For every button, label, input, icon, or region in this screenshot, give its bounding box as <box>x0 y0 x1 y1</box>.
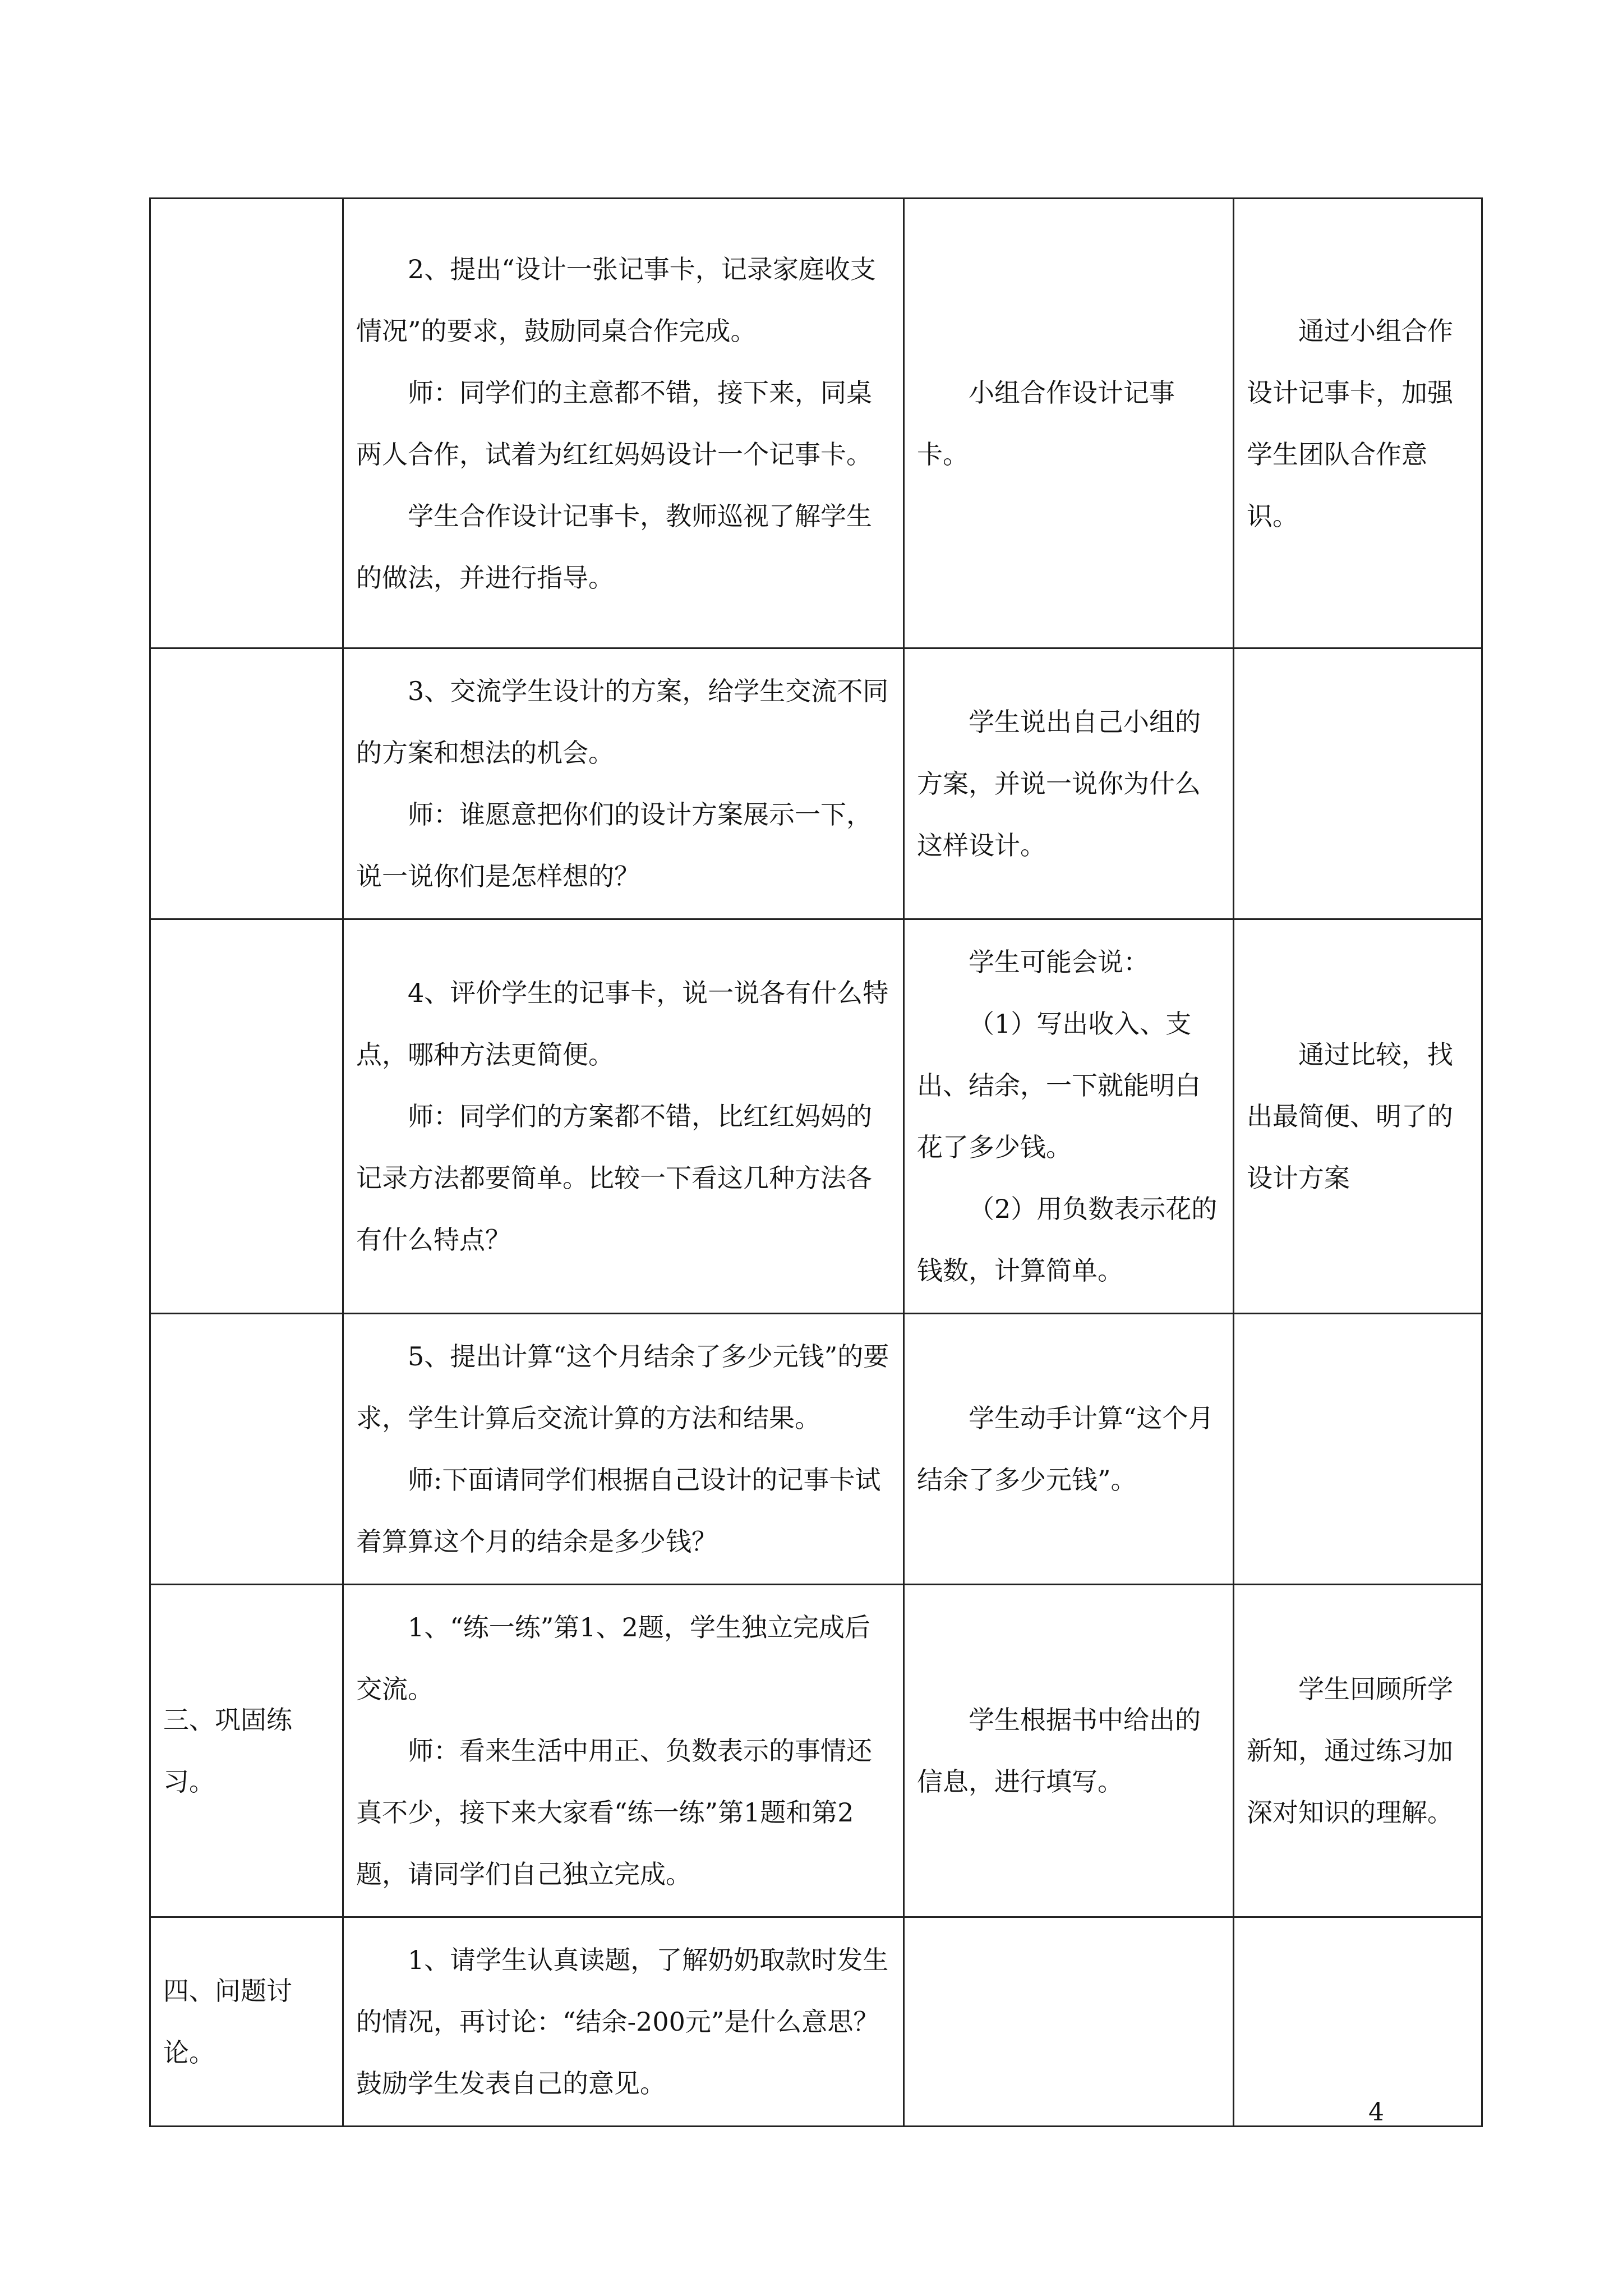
student-activity-cell <box>904 1917 1234 2127</box>
design-intent-cell <box>1234 919 1482 1314</box>
stage-cell <box>150 919 343 1314</box>
student-activity-cell <box>904 199 1234 648</box>
paragraph: 师：谁愿意把你们的设计方案展示一下，说一说你们是怎样想的？ <box>356 799 872 891</box>
stage-cell: 三、巩固练习。 <box>150 1585 343 1917</box>
table-row <box>150 199 1482 648</box>
paragraph: 1、“练一练”第1、2题，学生独立完成后交流。 <box>356 1612 870 1704</box>
stage-cell <box>150 199 343 648</box>
stage-cell <box>150 1314 343 1585</box>
table-row <box>150 1585 1482 1917</box>
lesson-plan-table <box>149 197 1483 2127</box>
paragraph: 5、提出计算“这个月结余了多少元钱”的要求，学生计算后交流计算的方法和结果。 <box>356 1341 889 1433</box>
paragraph: 师：看来生活中用正、负数表示的事情还真不少，接下来大家看“练一练”第1题和第2题，请同学们自己独立完成。 <box>356 1736 872 1889</box>
stage-cell <box>150 648 343 919</box>
table-row <box>150 648 1482 919</box>
paragraph: 学生根据书中给出的信息，进行填写。 <box>917 1705 1201 1797</box>
teacher-activity-cell <box>343 1917 904 2127</box>
paragraph: 2、提出“设计一张记事卡，记录家庭收支情况”的要求，鼓励同桌合作完成。 <box>356 254 876 346</box>
teacher-activity-cell <box>343 648 904 919</box>
student-activity-cell <box>904 648 1234 919</box>
lesson-plan-body <box>150 199 1482 2127</box>
paragraph: 通过比较，找出最简便、明了的设计方案 <box>1247 1039 1453 1193</box>
design-intent-cell <box>1234 648 1482 919</box>
table-row <box>150 919 1482 1314</box>
paragraph: 4、评价学生的记事卡，说一说各有什么特点，哪种方法更简便。 <box>356 978 889 1070</box>
student-activity-cell <box>904 1585 1234 1917</box>
teacher-activity-cell <box>343 919 904 1314</box>
teacher-activity-cell <box>343 199 904 648</box>
design-intent-cell <box>1234 1314 1482 1585</box>
page-number: 4 <box>1368 2098 1384 2127</box>
paragraph: 师:下面请同学们根据自己设计的记事卡试着算算这个月的结余是多少钱？ <box>356 1465 881 1557</box>
teacher-activity-cell <box>343 1585 904 1917</box>
paragraph: 1、请学生认真读题，了解奶奶取款时发生的情况，再讨论：“结余-200元”是什么意思？鼓励学生发表自己的意见。 <box>356 1945 889 2099</box>
table-row <box>150 1314 1482 1585</box>
paragraph: 学生动手计算“这个月结余了多少元钱”。 <box>917 1403 1214 1495</box>
paragraph: 学生回顾所学新知，通过练习加深对知识的理解。 <box>1247 1674 1453 1828</box>
paragraph: 学生可能会说： <box>969 947 1149 977</box>
student-activity-cell <box>904 1314 1234 1585</box>
teacher-activity-cell <box>343 1314 904 1585</box>
paragraph: 学生说出自己小组的方案，并说一说你为什么这样设计。 <box>917 707 1201 861</box>
table-row <box>150 1917 1482 2127</box>
paragraph: 师：同学们的主意都不错，接下来，同桌两人合作，试着为红红妈妈设计一个记事卡。 <box>356 377 872 470</box>
paragraph: 小组合作设计记事卡。 <box>917 377 1175 470</box>
design-intent-cell <box>1234 199 1482 648</box>
paragraph: 通过小组合作设计记事卡，加强学生团队合作意识。 <box>1247 315 1453 531</box>
stage-cell: 四、问题讨论。 <box>150 1917 343 2127</box>
student-activity-cell <box>904 919 1234 1314</box>
paragraph: 3、交流学生设计的方案，给学生交流不同的方案和想法的机会。 <box>356 676 889 768</box>
paragraph: 师：同学们的方案都不错，比红红妈妈的记录方法都要简单。比较一下看这几种方法各有什么特点？ <box>356 1101 872 1255</box>
design-intent-cell <box>1234 1585 1482 1917</box>
paragraph: （1）写出收入、支出、结余，一下就能明白花了多少钱。 <box>917 1009 1201 1162</box>
paragraph: 学生合作设计记事卡，教师巡视了解学生的做法，并进行指导。 <box>356 500 872 593</box>
design-intent-cell <box>1234 1917 1482 2127</box>
paragraph: （2）用负数表示花的钱数，计算简单。 <box>917 1194 1218 1286</box>
